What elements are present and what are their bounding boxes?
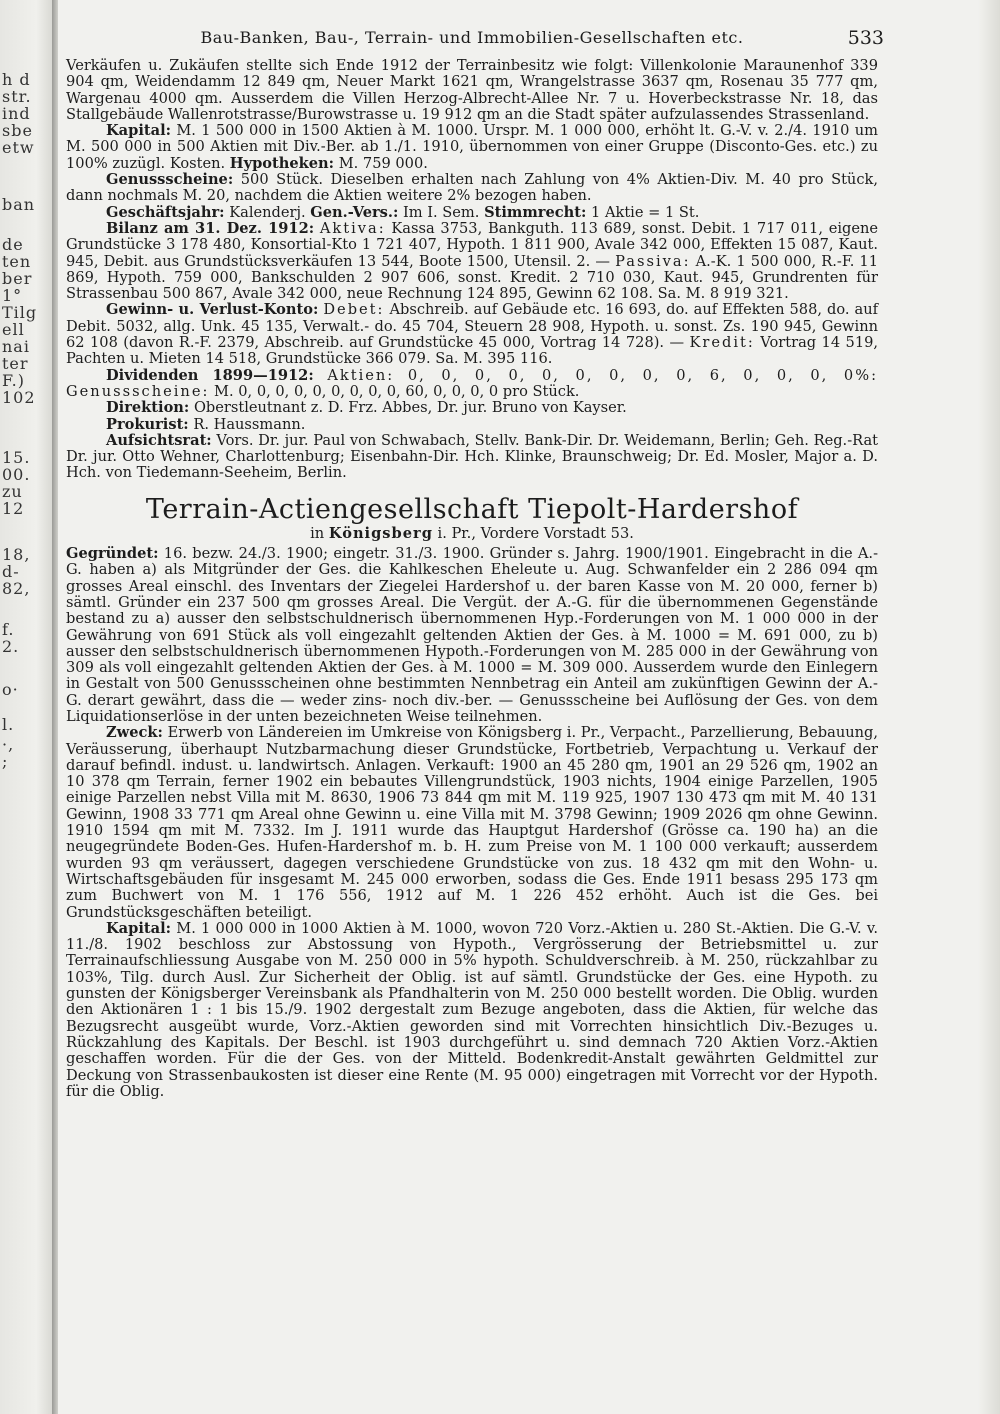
running-header (66, 27, 884, 58)
margin-fragment: 1° (2, 286, 23, 305)
guv-paragraph (66, 302, 878, 367)
margin-fragment: ter (2, 354, 29, 373)
dividenden-label: Dividenden 1899—1912: (106, 366, 314, 384)
zweck-paragraph (66, 725, 878, 921)
kredit-text: Vortrag 14 519, Pachten u. Mieten 14 518, Grundstücke 366 079. Sa. M. 395 116. (66, 334, 879, 368)
company-entry (66, 494, 878, 1100)
margin-fragment: 82, (2, 579, 31, 598)
margin-fragment: h d (2, 70, 31, 89)
location-prefix: in (310, 524, 325, 542)
dividenden-aktien-label: Aktien: (327, 366, 395, 384)
aktiva-text: Kassa 3753, Bankguth. 113 689, sonst. Debit. 1 717 011, eigene Grundstücke 3 178 480, Konsortial-Kto 1 721 407, Hypoth. 1 811 900, Avale 342 000, Effekten 15 087, Kaut. 945, Debit. aus Grundstücksverkäufen 13 544, Boote 1500, Utensil. 2. — (66, 219, 879, 270)
stimmrecht-text: 1 Aktie = 1 St. (591, 203, 700, 221)
direktion-paragraph (66, 400, 878, 416)
debet-label: Debet: (323, 301, 385, 319)
gen-vers-label: Gen.-Vers.: (310, 203, 399, 221)
margin-fragment: ber (2, 269, 33, 288)
location-city: Königsberg (328, 524, 433, 542)
margin-fragment: 12 (2, 499, 25, 518)
margin-fragment: o· (2, 680, 19, 699)
gen-vers-text: Im I. Sem. (403, 203, 480, 221)
company-kapital-text: M. 1 000 000 in 1000 Aktien à M. 1000, wovon 720 Vorz.-Aktien u. 280 St.-Aktien. Die G.-V. v. 11./8. 1902 beschloss zur Abstossung von Hypoth., Vergrösserung der Betriebsmittel u. zur Terrainaufschliessung Ausgabe von M. 250 000 in 5% hypoth. Schuldverschreib. à M. 250, rückzahlbar zu 103%, Tilg. durch Ausl. Zur Sicherheit der Oblig. ist auf sämtl. Grundstücke der Ges. eine Hypoth. zu gunsten der Königsberger Vereinsbank als Pfandhalterin von M. 250 000 bestellt worden. Die Oblig. wurden den Aktionären 1 : 1 bis 15./9. 1902 dergestalt zum Bezuge angeboten, dass die Aktien, für welche das Bezugsrecht ausgeübt wurde, Vorz.-Aktien geworden sind mit Vorrechten hinsichtlich Div.-Bezuges u. Rückzahlung des Kapitals. Der Beschl. ist 1903 durchgeführt u. sind demnach 720 Aktien Vorz.-Aktien geschaffen worden. Für die der Ges. von der Mitteld. Bodenkredit-Anstalt gewährten Geldmittel zur Deckung von Strassenbaukosten ist dieser eine Rente (M. 95 000) eingetragen mit Vorrecht vor der Hypoth. für die Oblig. (66, 919, 878, 1100)
bilanz-label: Bilanz am 31. Dez. 1912: (106, 219, 315, 237)
geschaeftsjahr-label: Geschäftsjahr: (106, 203, 225, 221)
prokurist-label: Prokurist: (106, 415, 189, 433)
prokurist-paragraph (66, 417, 878, 433)
kapital-label: Kapital: (106, 122, 172, 140)
kapital-paragraph (66, 123, 878, 172)
gegruendet-label: Gegründet: (66, 545, 159, 563)
hypotheken-label: Hypotheken: (229, 154, 335, 172)
previous-company-entry (66, 58, 878, 482)
company-title: Terrain-Actiengesellschaft Tiepolt-Hardershof (145, 493, 799, 525)
zweck-label: Zweck: (106, 724, 163, 742)
margin-fragment: F.) (2, 371, 25, 390)
company-location (66, 526, 878, 542)
geschaeftsjahr-paragraph (66, 205, 878, 221)
debet-text: Abschreib. auf Gebäude etc. 16 693, do. auf Effekten 588, do. auf Debit. 5032, allg. Unk. 45 135, Verwalt.- do. 45 704, Steuern 28 908, Hypoth. u. sonst. Zs. 190 945, Gewinn 62 108 (davon R.-F. 2379, Abschreib. auf Grundstücke 45 000, Vortrag 14 728). — (66, 301, 878, 352)
dividenden-paragraph (66, 368, 878, 401)
page-binding (52, 0, 58, 1414)
passiva-text: A.-K. 1 500 000, R.-F. 11 869, Hypoth. 759 000, Bankschulden 2 907 606, sonst. Kredit. 2 710 030, Kaut. 945, Grundrenten für Strassenbau 500 867, Avale 342 000, neue Rechnung 124 895, Gewinn 62 108. Sa. M. 8 919 321. (66, 252, 879, 303)
aktiva-label: Aktiva: (319, 219, 386, 237)
margin-fragment: l. (2, 715, 15, 734)
margin-fragment: 18, (2, 545, 31, 564)
margin-fragment: 00. (2, 465, 31, 484)
margin-fragment: ind (2, 104, 31, 123)
margin-fragment: nai (2, 337, 30, 356)
genussscheine-text: 500 Stück. Dieselben erhalten nach Zahlung von 4% Aktien-Div. M. 40 pro Stück, dann nochmals M. 20, nachdem die Aktien weitere 2% bezogen haben. (66, 171, 878, 205)
margin-fragment: de (2, 235, 24, 254)
running-head-title: Bau-Banken, Bau-, Terrain- und Immobilien-Gesellschaften etc. (200, 28, 744, 47)
dividenden-genuss-text: M. 0, 0, 0, 0, 0, 0, 0, 0, 0, 60, 0, 0, 0, 0 pro Stück. (214, 382, 580, 400)
margin-fragment: d- (2, 562, 20, 581)
page-edge (978, 0, 1000, 1414)
genussscheine-paragraph (66, 172, 878, 205)
page-number: 533 (847, 27, 884, 49)
company-kapital-label: Kapital: (106, 919, 172, 937)
stimmrecht-label: Stimmrecht: (484, 203, 587, 221)
margin-fragment: Tilg (2, 303, 38, 322)
guv-label: Gewinn- u. Verlust-Konto: (106, 301, 319, 319)
margin-fragment: 102 (2, 388, 36, 407)
hypotheken-text: M. 759 000. (338, 154, 428, 172)
margin-fragment: str. (2, 87, 32, 106)
dividenden-aktien-text: 0, 0, 0, 0, 0, 0, 0, 0, 0, 6, 0, 0, 0, 0%: (407, 366, 878, 384)
bilanz-paragraph (66, 221, 878, 302)
geschaeftsjahr-text: Kalenderj. (229, 203, 306, 221)
prokurist-text: R. Haussmann. (193, 415, 306, 433)
margin-fragment: ban (2, 195, 36, 214)
margin-fragment: ell (2, 320, 25, 339)
terrain-holdings-paragraph: Verkäufen u. Zukäufen stellte sich Ende 1912 der Terrainbesitz wie folgt: Villenkolonie Maraunenhof 339 904 qm, Weidendamm 12 849 qm, Neuer Markt 1621 qm, Wrangelstrasse 3637 qm, Rosenau 35 777 qm, Wargenau 4000 qm. Ausserdem die Villen Herzog-Albrecht-Allee Nr. 7 u. Hoverbeckstrasse Nr. 18, das Stallgebäude Wallenrotstrasse/Burowstrasse u. 19 912 qm an die Stadt später aufzulassendes Strassenland. (66, 57, 878, 123)
margin-fragment: zu (2, 482, 23, 501)
margin-fragment: f. (2, 620, 15, 639)
margin-fragment: 2. (2, 637, 20, 656)
aufsichtsrat-paragraph (66, 433, 878, 482)
location-suffix: i. Pr., Vordere Vorstadt 53. (437, 524, 634, 542)
kapital-text: M. 1 500 000 in 1500 Aktien à M. 1000. Urspr. M. 1 000 000, erhöht lt. G.-V. v. 2./4. 1910 um M. 500 000 in 500 Aktien mit Div.-Ber. ab 1./1. 1910, übernommen von einer Gruppe (Disconto-Ges. etc.) zu 100% zuzügl. Kosten. (66, 122, 879, 172)
dividenden-genuss-label: Genussscheine: (66, 382, 210, 400)
gegruendet-paragraph (66, 546, 878, 725)
aufsichtsrat-label: Aufsichtsrat: (106, 431, 212, 449)
adjacent-page-margin (0, 0, 52, 1414)
margin-fragment: etw (2, 138, 35, 157)
kredit-label: Kredit: (689, 334, 755, 352)
aufsichtsrat-text: Vors. Dr. jur. Paul von Schwabach, Stellv. Bank-Dir. Dr. Weidemann, Berlin; Geh. Reg.-Rat Dr. jur. Otto Wehner, Charlottenburg; Eisenbahn-Dir. Hch. Klinke, Braunschweig; Dr. Ed. Mosler, Major a. D. Hch. von Tiedemann-Seeheim, Berlin. (66, 431, 879, 482)
direktion-label: Direktion: (106, 399, 190, 417)
margin-fragment: ten (2, 252, 32, 271)
margin-fragment: sbe (2, 121, 33, 140)
page-content (66, 27, 884, 1100)
gegruendet-text: 16. bezw. 24./3. 1900; eingetr. 31./3. 1900. Gründer s. Jahrg. 1900/1901. Eingebracht in die A.-G. haben a) als Mitgründer der Ges. die Kahlkeschen Eheleute u. Aug. Schwanfelder ein 2 286 094 qm grosses Areal einschl. des Inventars der Ziegelei Hardershof u. der baren Kasse von M. 20 000, ferner b) sämtl. Gründer ein 237 500 qm grosses Areal. Die Vergüt. der A.-G. für die übernommenen Gegenstände bestand zu a) ausser den selbstschuldnerisch übernommenen Hyp.-Forderungen von M. 1 000 000 in der Gewährung von 691 Stück als voll eingezahlt geltenden Aktien der Ges. à M. 1000 = M. 691 000, zu b) ausser den selbstschuldnerisch übernommenen Hypoth.-Forderungen von M. 285 000 in der Gewährung von 309 als voll eingezahlt geltenden Aktien der Ges. à M. 1000 = M. 309 000. Ausserdem wurde den Einlegern in Gestalt von 500 Genussscheinen ohne bestimmten Nennbetrag ein Anteil am zukünftigen Gewinn der A.-G. derart gewährt, dass die — weder zins- noch div.-ber. — Genussscheine bei Auflösung der Ges. von dem Liquidationserlöse in der unten bezeichneten Weise teilnehmen. (66, 545, 879, 725)
passiva-label: Passiva: (615, 252, 691, 270)
margin-fragment: ·, (2, 735, 15, 754)
direktion-text: Oberstleutnant z. D. Frz. Abbes, Dr. jur. Bruno von Kayser. (193, 399, 627, 417)
company-kapital-paragraph (66, 921, 878, 1100)
margin-fragment: 15. (2, 448, 31, 467)
genussscheine-label: Genussscheine: (106, 171, 234, 189)
zweck-text: Erwerb von Ländereien im Umkreise von Königsberg i. Pr., Verpacht., Parzellierung, Bebauung, Veräusserung, überhaupt Nutzbarmachung dieser Grundstücke, Fortbetrieb, Verpachtung u. Verkauf der darauf befindl. indust. u. landwirtsch. Anlagen. Verkauft: 1900 an 45 280 qm, 1901 an 29 526 qm, 1902 an 10 378 qm Terrain, ferner 1902 ein bebautes Villengrundstück, 1903 nichts, 1904 einige Parzellen, 1905 einige Parzellen nebst Villa mit M. 8630, 1906 73 844 qm mit M. 119 925, 1907 130 473 qm mit M. 40 131 Gewinn, 1908 33 771 qm Areal ohne Gewinn u. eine Villa mit M. 3798 Gewinn; 1909 2026 qm ohne Gewinn. 1910 1594 qm mit M. 7332. Im J. 1911 wurde das Hauptgut Hardershof (Grösse ca. 190 ha) an die neugegründete Boden-Ges. Hufen-Hardershof m. b. H. zum Preise von M. 1 100 000 verkauft; ausserdem wurden 93 qm veräussert, dagegen verschiedene Grundstücke von zus. 18 432 qm mit den Wohn- u. Wirtschaftsgebäuden für insgesamt M. 245 000 erworben, sodass die Ges. Ende 1911 besass 295 173 qm zum Buchwert von M. 1 176 556, 1912 auf M. 1 226 452 erhöht. Auch ist die Ges. bei Grundstücksgeschäften beteiligt. (66, 724, 878, 921)
margin-fragment: ; (2, 752, 9, 771)
